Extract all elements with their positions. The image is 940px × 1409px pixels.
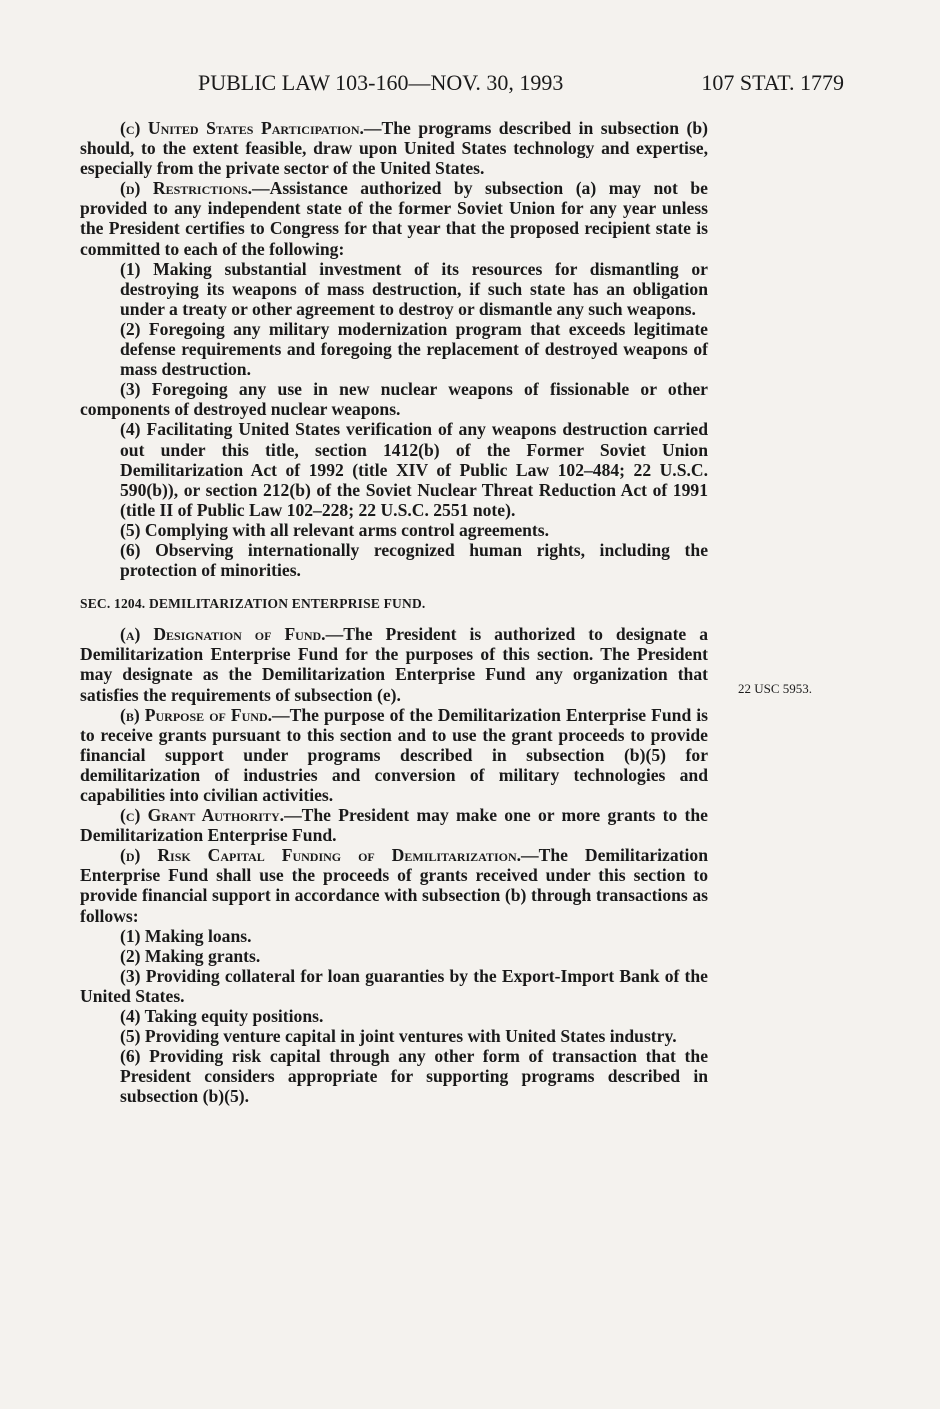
margin-citation: 22 USC 5953. — [738, 681, 813, 696]
restriction-item-2: (2) Foregoing any military modernization program that exceeds legitimate defense requirements and foregoing the replacement of destroyed weapons of mass destruction. — [120, 318, 708, 380]
document-body — [80, 118, 708, 1107]
transaction-item-4: (4) Taking equity positions. — [120, 1006, 324, 1027]
transaction-item-3: (3) Providing collateral for loan guaranties by the Export-Import Bank of the United States. — [80, 965, 708, 1006]
restriction-item-3: (3) Foregoing any use in new nuclear weapons of fissionable or other components of destroyed nuclear weapons. — [80, 379, 708, 420]
subsection-d-restrictions — [80, 178, 708, 258]
restriction-item-4: (4) Facilitating United States verification of any weapons destruction carried out under this title, section 1412(b) of the Former Soviet Union Demilitarization Act of 1992 (title XIV of Public Law 102–484; 22 U.S.C. 590(b)), or section 212(b) of the Soviet Nuclear Threat Reduction Act of 1991 (title II of Public Law 102–228; 22 U.S.C. 2551 note). — [120, 419, 708, 520]
restriction-item-5: (5) Complying with all relevant arms control agreements. — [120, 519, 550, 540]
subsection-c-participation — [80, 118, 708, 178]
subsection-text: —Assistance authorized by subsection (a) may not be provided to any independent state of the former Soviet Union for any year unless the President certifies to Congress for that year that the proposed recipient state is committed to each of the following: — [80, 178, 708, 259]
subsection-text: —The purpose of the Demilitarization Enterprise Fund is to receive grants pursuant to this section and to use the grant proceeds to provide financial support under programs described in subsection (b)(5) for demilitarization of industries and conversion of military technologies and capabilities into civilian activities. — [80, 704, 708, 805]
subsection-text: —The President may make one or more grants to the Demilitarization Enterprise Fund. — [80, 805, 708, 846]
subsection-heading: (d) Restrictions. — [120, 178, 253, 199]
subsection-text: —The President is authorized to designate a Demilitarization Enterprise Fund for the purposes of this section. The President may designate as the Demilitarization Enterprise Fund any organization that satisfies the requirements of subsection (e). — [80, 624, 708, 705]
subsection-c-grant — [80, 805, 708, 845]
header-stat-page: 107 STAT. 1779 — [701, 70, 844, 95]
subsection-text: —The programs described in subsection (b) should, to the extent feasible, draw upon United States technology and expertise, especially from the private sector of the United States. — [80, 118, 708, 179]
subsection-b-purpose — [80, 705, 708, 805]
transaction-item-5: (5) Providing venture capital in joint ventures with United States industry. — [120, 1026, 677, 1047]
subsection-heading: (a) Designation of Fund. — [120, 624, 326, 645]
header-title: PUBLIC LAW 103-160—NOV. 30, 1993 — [198, 70, 564, 95]
restriction-item-1: (1) Making substantial investment of its resources for dismantling or destroying its weapons of mass destruction, if such state has an obligation under a treaty or other agreement to destroy or dismantle any such weapons. — [120, 258, 708, 319]
restriction-item-6: (6) Observing internationally recognized human rights, including the protection of minorities. — [120, 539, 708, 581]
transaction-item-6: (6) Providing risk capital through any other form of transaction that the President considers appropriate for supporting programs described in subsection (b)(5). — [120, 1046, 708, 1107]
subsection-heading: (c) Grant Authority. — [120, 805, 285, 826]
subsection-d-risk-capital — [80, 845, 708, 925]
section-heading: SEC. 1204. DEMILITARIZATION ENTERPRISE FUND. — [80, 596, 426, 612]
subsection-text: —The Demilitarization Enterprise Fund shall use the proceeds of grants received under this section to provide financial support in accordance with subsection (b) through transactions as follows: — [80, 845, 708, 926]
subsection-heading: (d) Risk Capital Funding of Demilitarization. — [120, 845, 522, 866]
subsection-a-designation — [80, 624, 708, 704]
subsection-heading: (c) United States Participation. — [120, 118, 364, 138]
page-header — [80, 70, 844, 100]
subsection-heading: (b) Purpose of Fund. — [120, 704, 273, 725]
transaction-item-2: (2) Making grants. — [120, 945, 261, 966]
transaction-item-1: (1) Making loans. — [120, 925, 252, 946]
